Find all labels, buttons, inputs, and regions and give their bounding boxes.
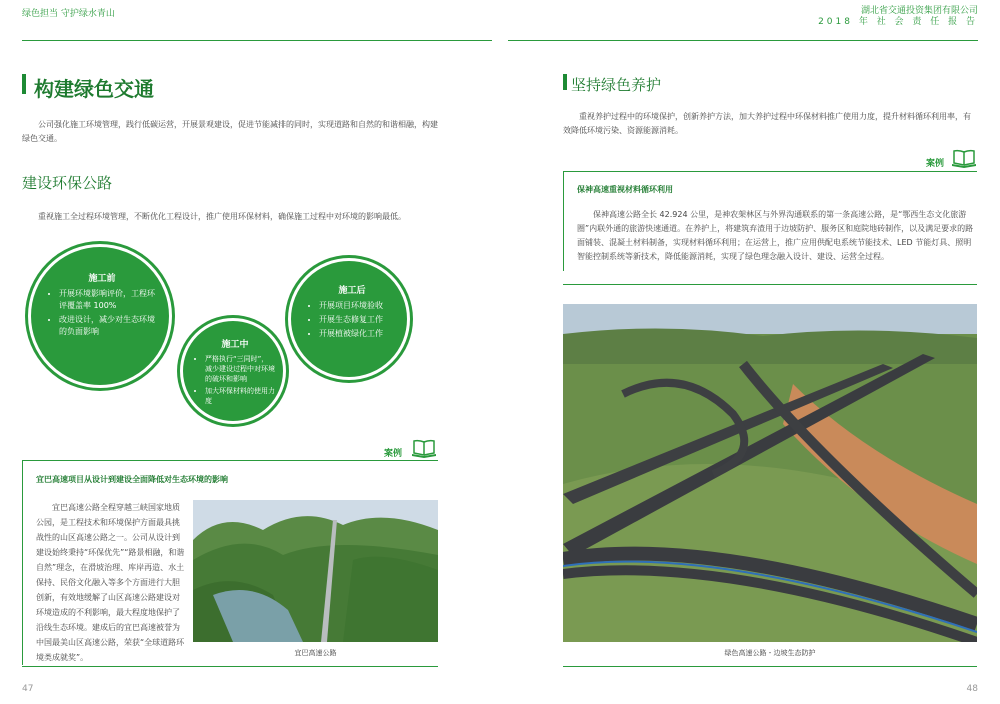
case-border-left — [22, 460, 23, 665]
circle-during-item: • 加大环保材料的使用力度 — [205, 386, 275, 406]
header-right — [818, 6, 978, 28]
case-divider-left — [22, 460, 438, 461]
circle-after — [288, 258, 410, 380]
circle-before-item: • 开展环境影响评价，工程环评覆盖率 100% — [59, 288, 155, 312]
circle-before — [28, 244, 172, 388]
circle-during — [180, 318, 286, 424]
case-text-right: 保神高速公路全长 42.924 公里，是神农架林区与外界沟通联系的第一条高速公路，是“鄂西生态文化旅游圈”内联外通的旅游快速通道。在养护上，将建筑弃渣用于边坡防护、服务区和庭院地砖制作，以及满足要求的路面铺装、混凝土材料制备，实现材料循环利用；在运营上，推广应用供配电系统节能技术、LED 节能灯具、照明智能控制系统等新技术，降低能源消耗，实现了绿色理念融入设计、建设、运营全过程。 — [577, 210, 974, 261]
circle-after-item: • 开展生态修复工作 — [319, 314, 395, 326]
circle-during-title: 施工中 — [221, 340, 249, 350]
page-number-right: 48 — [966, 684, 978, 694]
header-report: 2018 年 社 会 责 任 报 告 — [818, 17, 978, 27]
circle-before-title: 施工前 — [88, 274, 116, 284]
case-label-right: 案例 — [926, 159, 945, 169]
section-title: 建设环保公路 — [22, 174, 113, 192]
open-book-icon — [950, 148, 978, 170]
right-intro: 重视养护过程中的环境保护，创新养护方法，加大养护过程中环保材料推广使用力度，提升材料循环利用率，有效降低环境污染、资源能源消耗。 — [563, 112, 971, 135]
page-title-right: 坚持绿色养护 — [571, 76, 662, 94]
header-slogan: 绿色担当 守护绿水青山 — [22, 9, 115, 19]
page-number-left: 47 — [22, 684, 34, 694]
left-intro: 公司强化施工环境管理，践行低碳运营，开展景观建设，促进节能减排的同时，实现道路和自然的和谐相融，构建绿色交通。 — [22, 120, 438, 143]
header-company: 湖北省交通投资集团有限公司 — [860, 6, 978, 16]
header-divider-right — [508, 40, 978, 41]
case-title-right: 保神高速重视材料循环利用 — [577, 185, 673, 194]
section-text: 重视施工全过程环境管理，不断优化工程设计，推广使用环保材料，确保施工过程中对环境的影响最低。 — [38, 212, 406, 221]
case-text-left: 宜巴高速公路全程穿越三峡国家地质公园，是工程技术和环境保护方面最具挑战性的山区高速公路之一。公司从设计到建设始终秉持“环保优先”“路景相融，和谐自然”理念，在滑坡治理、库岸再造、水土保持、民俗文化融入等多个方面进行大胆创新，有效地缓解了山区高速公路建设对环境造成的不利影响，最大程度地保护了沿线生态环境。建成后的宜巴高速被誉为中国最美山区高速公路，荣获“全球道路环境类成就奖”。 — [36, 503, 185, 662]
photo-bottom-right — [563, 666, 977, 667]
circle-before-item: • 改进设计，减少对生态环境的负面影响 — [59, 314, 155, 338]
case-bottom-right — [563, 284, 977, 285]
baoshen-highway-photo — [563, 304, 977, 642]
case-title-left: 宜巴高速项目从设计到建设全面降低对生态环境的影响 — [36, 475, 228, 484]
photo-caption-right: 绿色高速公路 - 边坡生态防护 — [724, 649, 816, 657]
page-title-left: 构建绿色交通 — [34, 77, 154, 101]
case-border-right — [563, 171, 564, 271]
circle-after-item: • 开展项目环境验收 — [319, 300, 395, 312]
circle-during-item: • 严格执行“三同时”，减少建设过程中对环境的破坏和影响 — [205, 354, 275, 384]
photo-caption-left: 宜巴高速公路 — [294, 649, 337, 657]
case-label-left: 案例 — [384, 449, 403, 459]
case-divider-right — [563, 171, 977, 172]
title-bar-left — [22, 74, 26, 94]
title-bar-right — [563, 74, 567, 90]
open-book-icon — [410, 438, 438, 460]
yiba-highway-photo — [193, 500, 438, 642]
circle-after-title: 施工后 — [338, 286, 366, 296]
case-bottom-left — [22, 666, 438, 667]
circle-after-item: • 开展植被绿化工作 — [319, 328, 395, 340]
header-divider-left — [22, 40, 492, 41]
